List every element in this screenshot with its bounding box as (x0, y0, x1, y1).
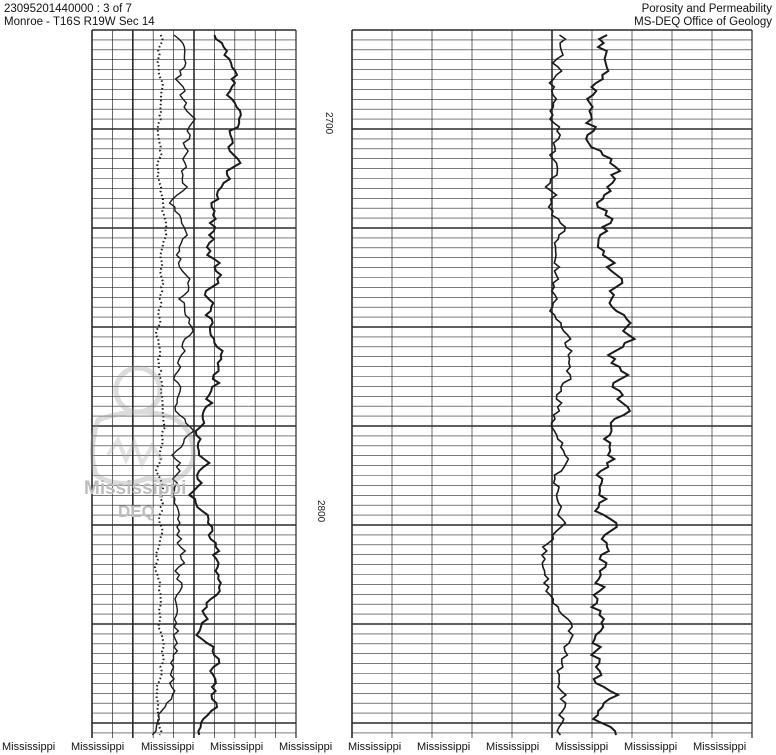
footer-label: Mississippi (624, 741, 678, 753)
footer-label: Mississippi (693, 741, 747, 753)
footer-label: Mississippi (2, 741, 56, 753)
solid-log-curve (542, 35, 573, 735)
depth-label-2700: 2700 (323, 112, 334, 135)
log-curves (152, 35, 634, 735)
footer-label: Mississippi (141, 741, 195, 753)
depth-label-2800: 2800 (315, 500, 326, 523)
well-id: 23095201440000 : 3 of 7 (4, 3, 132, 15)
solid-log-curve (586, 35, 634, 735)
footer-label: Mississippi (486, 741, 540, 753)
watermark-line2: DEQ (118, 502, 155, 521)
footer-label: Mississippi (417, 741, 471, 753)
well-location: Monroe - T16S R19W Sec 14 (4, 16, 155, 28)
document-title: Porosity and Permeability (641, 3, 772, 15)
agency-name: MS-DEQ Office of Geology (634, 16, 772, 28)
footer-label: Mississippi (210, 741, 264, 753)
footer-label: Mississippi (71, 741, 125, 753)
footer-label: Mississippi (555, 741, 609, 753)
footer-label: Mississippi (279, 741, 333, 753)
right-log-track (352, 30, 752, 738)
footer-label: Mississippi (348, 741, 402, 753)
watermark-line1: Mississippi (84, 478, 187, 499)
footer-bar (0, 741, 776, 755)
